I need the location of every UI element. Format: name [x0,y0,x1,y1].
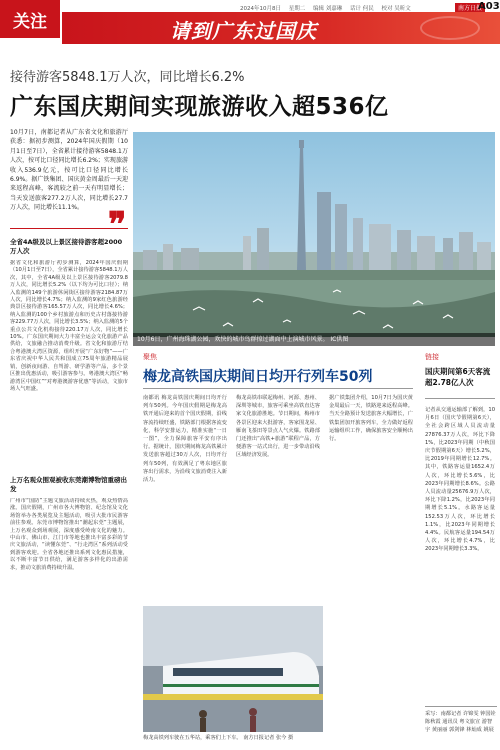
masthead [0,0,500,44]
editor-credit: 编辑 刘嘉琳 [313,6,343,12]
banner-title: 请到广东过国庆 [170,19,317,43]
city-skyline-photo [133,132,495,337]
section-tag: 关注 [0,0,60,38]
section-heading: 全省4A级及以上景区接待游客超2000万人次 [10,238,123,255]
train-photo-caption: 梅龙高铁列车驶在五华站，乘客们上下车。 南方日报记者 张今 摄 [143,735,294,741]
section-heading: 上万名观众围观被收东莞潮博物馆重磅出发 [10,476,127,493]
issue-weekday: 星期二 [288,6,306,12]
quote-mark-icon: ❞ [108,205,127,245]
issue-date: 2024年10月8日 [240,6,281,12]
design-credit: 话计 何民 [350,6,374,12]
link-label: 链接 [425,353,439,361]
reporter-credits: 采写：南都记者 许锦雯 钟国铨 陈秋霞 通讯员 粤文旅宣 游智宇 黄丽丽 郭剑锋 林灿成 姚展 [425,706,497,734]
page-number: A03 [478,1,500,12]
sidebar-text: 记者从交通运输部了解到，10月6日（国庆节假期第6天），全社会跨区域人员流动量27876.37万人次，环比下降1%，比2023年同期（中秋国庆节假期第6天）增长5.2%，比2019年同期增长12.7%。其中，铁路客运量1652.4万人次，环比增长5.6%，比2023年同期增长8.6%。公路人员流动量25676.9万人次，环比下降1.2%，比2023年同期增长5.1%。水路客运量152.53万人次，环比增长1.1%，比2023年同期增长4.4%。民航客运量194.54万人次，环比增长4.7%，比2023年同期增长3.3%。 [425,407,495,553]
skyline-illustration [133,132,495,337]
proof-credit: 校对 吴昕文 [381,6,411,12]
sidebar-title: 国庆期间第6天客流超2.78亿人次 [425,367,491,387]
train-photo [143,606,323,732]
section-text: 广州市“国防”主题文旅活动持续火热，观众热情高涨。国庆假期，广州市各大博物馆、纪念馆及文化场馆举办各类展览及主题活动，吸引大批市民游客前往参观。东莞市博物馆推出“潮起东莞”主题展，上万名观众到场观展，深度感受岭南文化的魅力。中山市、佛山市、江门市等地也推出丰富多彩的节庆文旅活动，“读懂东莞”、“行走湾区”系列活动受到游客欢迎。全省各地还推出系列文化惠民措施，以不断丰富节日供给，满足游客多样化的出游需求，推动文旅消费持续升温。 [10,498,128,571]
focus-label: 聚焦 [143,353,157,361]
focus-column: 梅龙高铁串联起梅州、河源、惠州、深圳等城市，旅客可乘坐高铁直达客家文化旅游胜地。节日期间，梅州市各景区迎来大批游客，客家围龙屋、雁南飞茶田等景点人气火爆。铁路部门还推出“高铁+旅游”联程产品，方便游客一站式出行，进一步带动沿线区域经济发展。 [236,395,320,459]
focus-column: 据广铁集团介绍，10月7日为国庆黄金周最后一天，铁路迎来返程高峰。当天全路预计发送旅客大幅增长，广铁集团加开旅客列车，全力做好返程运输组织工作，确保旅客安全顺畅出行。 [329,395,413,443]
topic-banner [62,12,500,44]
photo-caption: 10月6日，广州海珠湖公园，欢快的城市鸟群掠过湖面中上演城市风景。 IC供图 [133,333,495,346]
divider [10,228,128,229]
divider [425,398,495,399]
divider [143,388,413,389]
focus-column: 南都讯 梅龙高铁国庆期间日均开行列车50列。今年国庆假期是梅龙高铁开通后迎来的首个国庆假期，沿线客流持续旺盛，铁路部门根据客流变化，科学安排运力，精准实施“一日一图”，全力保障旅客平安有序出行。据统计，国庆期间梅龙高铁累计发送旅客超过30万人次，日均开行列车50列，有效满足了粤东地区旅客出行需求，为沿线文旅消费注入新活力。 [143,395,227,484]
header-meta [240,4,411,12]
focus-title: 梅龙高铁国庆期间日均开行列车50列 [143,369,373,385]
article-subtitle: 接待游客5848.1万人次，同比增长6.2% [10,70,245,85]
edition-badge: 南方日报 [455,3,485,12]
article-intro: 10月7日，南都记者从广东省文化和旅游厅获悉：据初步测算，2024年国庆假期（10月1日至7日），全省累计接待游客5848.1万人次，按可比口径同比增长6.2%；实现旅游收入536.9亿元，按可比口径同比增长6.9%。据广铁集团、国庆黄金周最后一天迎来返程高峰，客流较之前一天有明显增长；当天发送旅客277.2万人次，同比增长27.7万人次，同比增长11.1%。 [10,129,128,212]
train-illustration [143,606,323,732]
section-text: 据省文化和旅游厅初步测算，2024年国庆假期（10月1日至7日），全省累计接待游客5848.1万人次，其中，全省4A级及以上景区接待游客2079.8万人次，同比增长5.2%（以下均为可比口径）；纳入监测的149个旅游休闲街区接待游客2184.87万人次，同比增长4.7%；纳入监测的9家红色旅游经典景区接待游客165.57万人次，同比增长4.6%；纳入监测的100个乡村旅游点和历史古村落接待游客229.77万人次，同比增长3.5%；纳入监测的5个重点公共文化机构接待220.17万人次，同比增长10%。广东国庆期间大力丰富全运会文化旅游产品供给，文旅融合推动消费升级。省文化和旅游厅结合粤港澳大湾区资源，组织开展“广东好物”——广东省庆祝中华人民共和国成立75周年旅游精品展销，创新夜间游、自驾游、研学游等产品，多个景区推出优惠活动，吸引游客参与。粤港澳大湾区“畅游湾区中国红”“对粤港澳游客优惠”等活动，文旅市场人气旺盛。 [10,260,128,392]
article-title: 广东国庆期间实现旅游收入超536亿 [10,94,389,120]
banner-decoration [420,16,480,40]
